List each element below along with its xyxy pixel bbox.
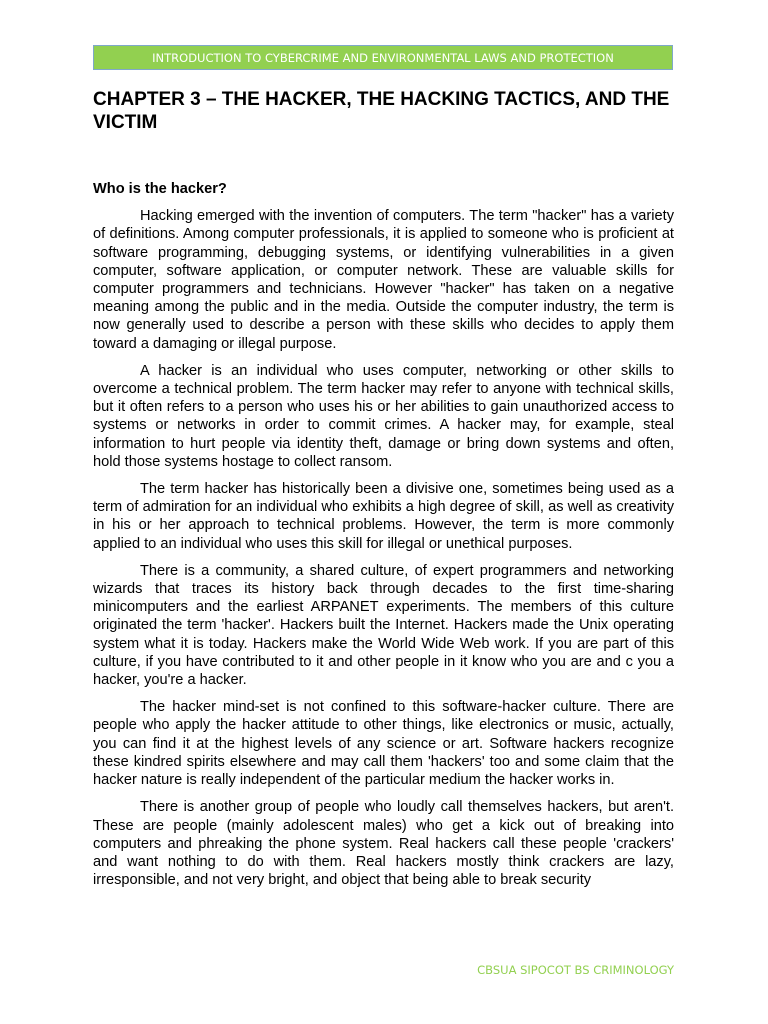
section-heading: Who is the hacker? (93, 181, 227, 197)
paragraph: There is another group of people who loudly call themselves hackers, but aren't. These are people (mainly adolescent males) who get a kick out of breaking into computers and phreaking the phone system. Real hackers call these people 'crackers' and want nothing to do with them. Real hackers mostly think crackers are lazy, irresponsible, and not very bright, and object that being able to break security (93, 799, 674, 889)
header-banner (93, 45, 673, 70)
paragraph: Hacking emerged with the invention of computers. The term "hacker" has a variety of definitions. Among computer professionals, it is applied to someone who is proficient at software programming, debugging systems, or identifying vulnerabilities in a given computer, software application, or computer network. These are valuable skills for computer programmers and technicians. However "hacker" has taken on a negative meaning among the public and in the media. Outside the computer industry, the term is now generally used to describe a person with these skills who decides to apply them toward a damaging or illegal purpose. (93, 208, 674, 352)
chapter-title: CHAPTER 3 – THE HACKER, THE HACKING TACTICS, AND THE VICTIM (93, 89, 670, 133)
document-body (93, 180, 674, 898)
paragraph: The hacker mind-set is not confined to this software-hacker culture. There are people who apply the hacker attitude to other things, like electronics or music, actually, you can find it at the highest levels of any science or art. Software hackers recognize these kindred spirits elsewhere and may call them 'hackers' too and some claim that the hacker nature is really independent of the particular medium the hacker works in. (93, 699, 674, 789)
paragraph: There is a community, a shared culture, of expert programmers and networking wizards that traces its history back through decades to the first time-sharing minicomputers and the earliest ARPANET experiments. The members of this culture originated the term 'hacker'. Hackers built the Internet. Hackers made the Unix operating system what it is today. Hackers make the World Wide Web work. If you are part of this culture, if you have contributed to it and other people in it know who you are and c you a hacker, you're a hacker. (93, 562, 674, 689)
footer-text: CBSUA SIPOCOT BS CRIMINOLOGY (477, 963, 674, 977)
paragraph: The term hacker has historically been a divisive one, sometimes being used as a term of admiration for an individual who exhibits a high degree of skill, as well as creativity in his or her approach to technical problems. However, the term is more commonly applied to an individual who uses this skill for illegal or unethical purposes. (93, 481, 674, 552)
header-banner-text: INTRODUCTION TO CYBERCRIME AND ENVIRONMENTAL LAWS AND PROTECTION (152, 50, 614, 65)
paragraph: A hacker is an individual who uses computer, networking or other skills to overcome a technical problem. The term hacker may refer to anyone with technical skills, but it often refers to a person who uses his or her abilities to gain unauthorized access to systems or networks in order to commit crimes. A hacker may, for example, steal information to hurt people via identity theft, damage or bring down systems and often, hold those systems hostage to collect ransom. (93, 362, 674, 470)
